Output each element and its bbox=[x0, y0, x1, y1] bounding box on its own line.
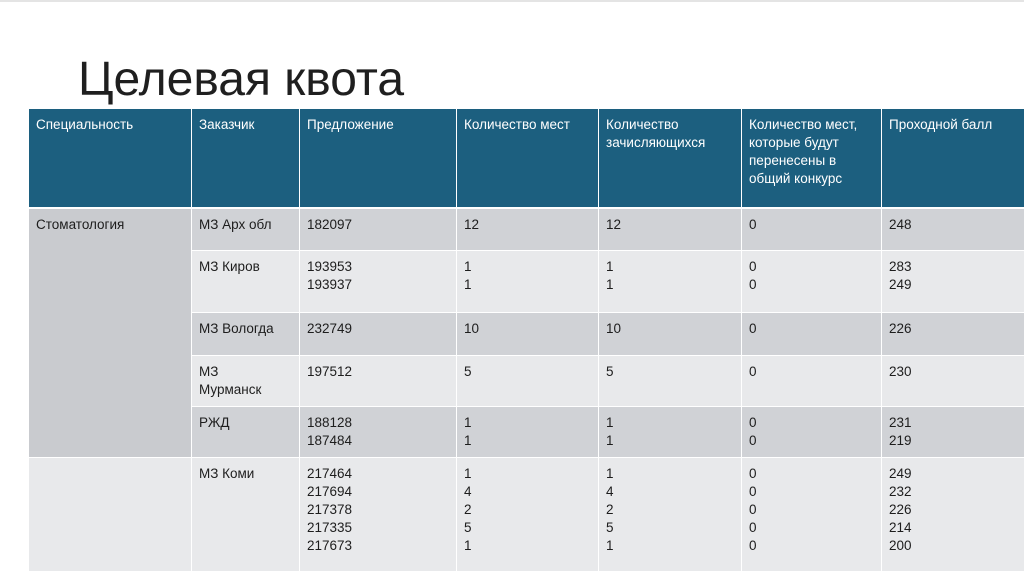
enrolled-cell: 1 1 bbox=[599, 251, 742, 313]
passing-score-cell: 283 249 bbox=[882, 251, 1024, 313]
places-cell: 1 4 2 5 1 bbox=[457, 458, 599, 572]
offer-cell: 193953 193937 bbox=[300, 251, 457, 313]
passing-score-cell: 249 232 226 214 200 bbox=[882, 458, 1024, 572]
transferred-cell: 0 0 0 0 0 bbox=[742, 458, 882, 572]
table-header-row bbox=[29, 109, 1024, 208]
enrolled-cell: 10 bbox=[599, 313, 742, 356]
header-places: Количество мест bbox=[457, 109, 599, 208]
passing-score-cell: 226 bbox=[882, 313, 1024, 356]
customer-cell: МЗ Мурманск bbox=[192, 356, 300, 407]
table-row bbox=[29, 208, 1024, 251]
customer-cell: РЖД bbox=[192, 407, 300, 458]
customer-cell: МЗ Киров bbox=[192, 251, 300, 313]
places-cell: 1 1 bbox=[457, 407, 599, 458]
specialty-cell bbox=[29, 458, 192, 572]
passing-score-cell: 248 bbox=[882, 208, 1024, 251]
passing-score-cell: 230 bbox=[882, 356, 1024, 407]
transferred-cell: 0 bbox=[742, 356, 882, 407]
customer-cell: МЗ Арх обл bbox=[192, 208, 300, 251]
table-row bbox=[29, 458, 1024, 572]
slide-top-border bbox=[0, 0, 1024, 2]
passing-score-cell: 231 219 bbox=[882, 407, 1024, 458]
offer-cell: 188128 187484 bbox=[300, 407, 457, 458]
quota-table bbox=[28, 108, 1024, 572]
places-cell: 5 bbox=[457, 356, 599, 407]
places-cell: 1 1 bbox=[457, 251, 599, 313]
places-cell: 12 bbox=[457, 208, 599, 251]
transferred-cell: 0 bbox=[742, 313, 882, 356]
header-customer: Заказчик bbox=[192, 109, 300, 208]
enrolled-cell: 1 4 2 5 1 bbox=[599, 458, 742, 572]
enrolled-cell: 12 bbox=[599, 208, 742, 251]
transferred-cell: 0 bbox=[742, 208, 882, 251]
offer-cell: 217464 217694 217378 217335 217673 bbox=[300, 458, 457, 572]
customer-cell: МЗ Вологда bbox=[192, 313, 300, 356]
offer-cell: 197512 bbox=[300, 356, 457, 407]
transferred-cell: 0 0 bbox=[742, 407, 882, 458]
header-transferred: Количество мест, которые будут перенесены в общий конкурс bbox=[742, 109, 882, 208]
specialty-cell: Стоматология bbox=[29, 208, 192, 458]
offer-cell: 232749 bbox=[300, 313, 457, 356]
header-specialty: Специальность bbox=[29, 109, 192, 208]
header-passing-score: Проходной балл bbox=[882, 109, 1024, 208]
enrolled-cell: 1 1 bbox=[599, 407, 742, 458]
header-offer: Предложение bbox=[300, 109, 457, 208]
header-enrolled: Количество зачисляющихся bbox=[599, 109, 742, 208]
customer-cell: МЗ Коми bbox=[192, 458, 300, 572]
transferred-cell: 0 0 bbox=[742, 251, 882, 313]
places-cell: 10 bbox=[457, 313, 599, 356]
enrolled-cell: 5 bbox=[599, 356, 742, 407]
slide-title: Целевая квота bbox=[78, 53, 405, 106]
offer-cell: 182097 bbox=[300, 208, 457, 251]
